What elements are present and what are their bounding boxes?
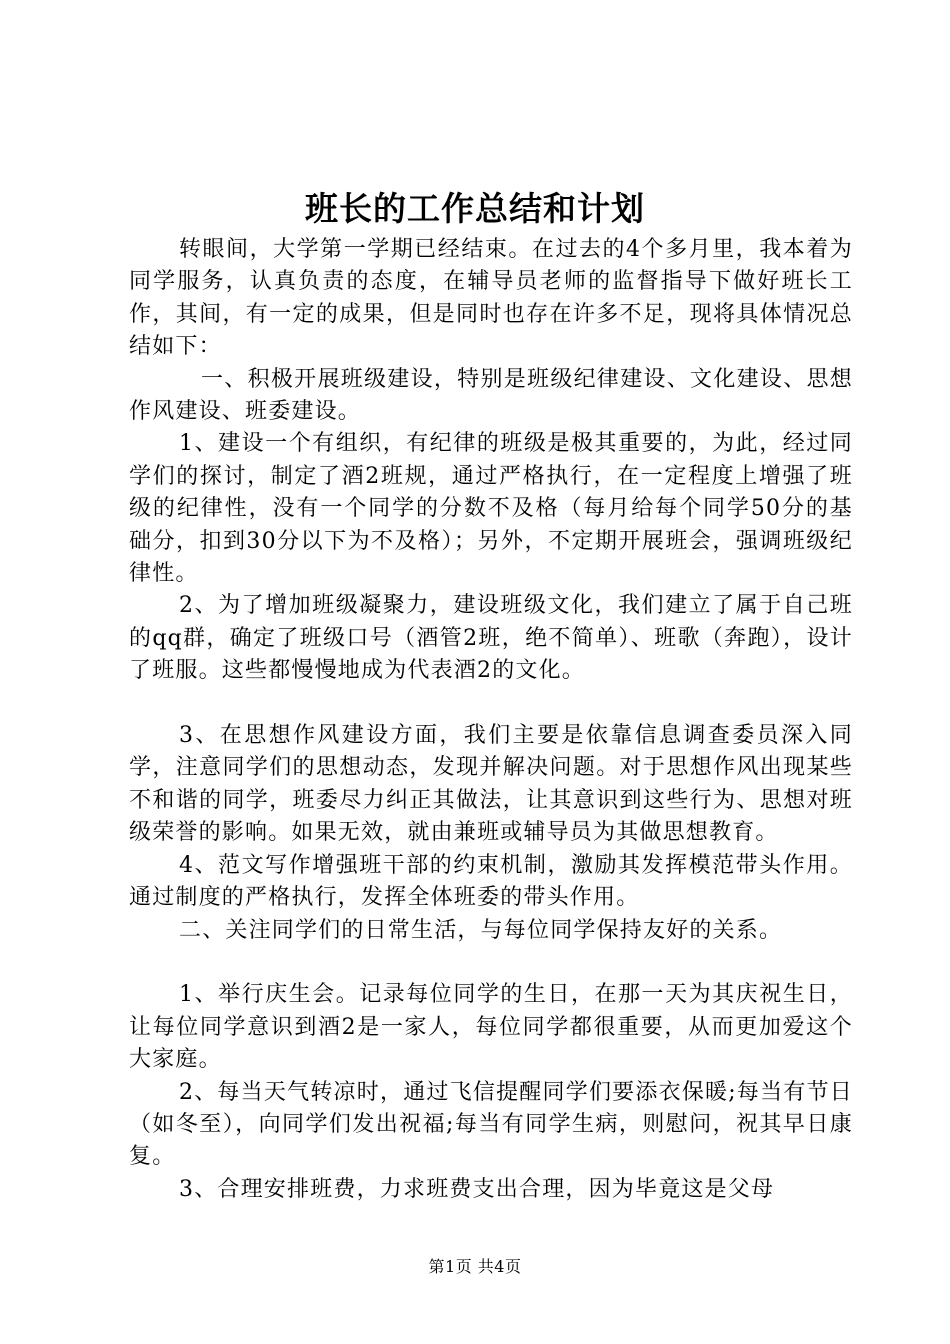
- paragraph-item-2-1: 1、举行庆生会。记录每位同学的生日，在那一天为其庆祝生日，让每位同学意识到酒2是一家人，每位同学都很重要，从而更加爱这个大家庭。: [129, 982, 853, 1073]
- paragraph-spacer: [129, 947, 853, 979]
- document-title: 班长的工作总结和计划: [305, 189, 645, 228]
- paragraph-item-1-3: 3、在思想作风建设方面，我们主要是依靠信息调查委员深入同学，注意同学们的思想动态，发现并解决问题。对于思想作风出现某些不和谐的同学，班委尽力纠正其做法，让其意识到这些行为、思想对班级荣誉的影响。如果无效，就由兼班或辅导员为其做思想教育。: [129, 723, 853, 846]
- paragraph-section-2-heading: 二、关注同学们的日常生活，与每位同学保持友好的关系。: [179, 917, 783, 943]
- paragraph-item-1-4: 4、范文写作增强班干部的约束机制，激励其发挥模范带头作用。通过制度的严格执行，发挥全体班委的带头作用。: [129, 852, 853, 911]
- paragraph-intro: 转眼间，大学第一学期已经结束。在过去的4个多月里，我本着为同学服务，认真负责的态度，在辅导员老师的监督指导下做好班长工作，其间，有一定的成果，但是同时也存在许多不足，现将具体情况总结如下：: [129, 237, 853, 360]
- paragraph-item-2-3: 3、合理安排班费，力求班费支出合理，因为毕竟这是父母: [179, 1176, 775, 1202]
- paragraph-item-2-2: 2、每当天气转凉时，通过飞信提醒同学们要添衣保暖;每当有节日（如冬至），向同学们发出祝福;每当有同学生病，则慰问，祝其早日康复。: [129, 1079, 853, 1170]
- page-number-footer: 第1页 共4页: [428, 1257, 522, 1276]
- paragraph-item-1-2: 2、为了增加班级凝聚力，建设班级文化，我们建立了属于自己班的qq群，确定了班级口号（酒管2班，绝不简单）、班歌（奔跑），设计了班服。这些都慢慢地成为代表酒2的文化。: [129, 593, 853, 684]
- paragraph-item-1-1: 1、建设一个有组织，有纪律的班级是极其重要的，为此，经过同学们的探讨，制定了酒2班规，通过严格执行，在一定程度上增强了班级的纪律性，没有一个同学的分数不及格（每月给每个同学50分的基础分，扣到30分以下为不及格）；另外，不定期开展班会，强调班级纪律性。: [129, 431, 853, 587]
- paragraph-spacer: [129, 688, 853, 720]
- paragraph-section-1-heading: 一、积极开展班级建设，特别是班级纪律建设、文化建设、思想作风建设、班委建设。: [129, 366, 853, 425]
- document-body: [129, 234, 853, 1206]
